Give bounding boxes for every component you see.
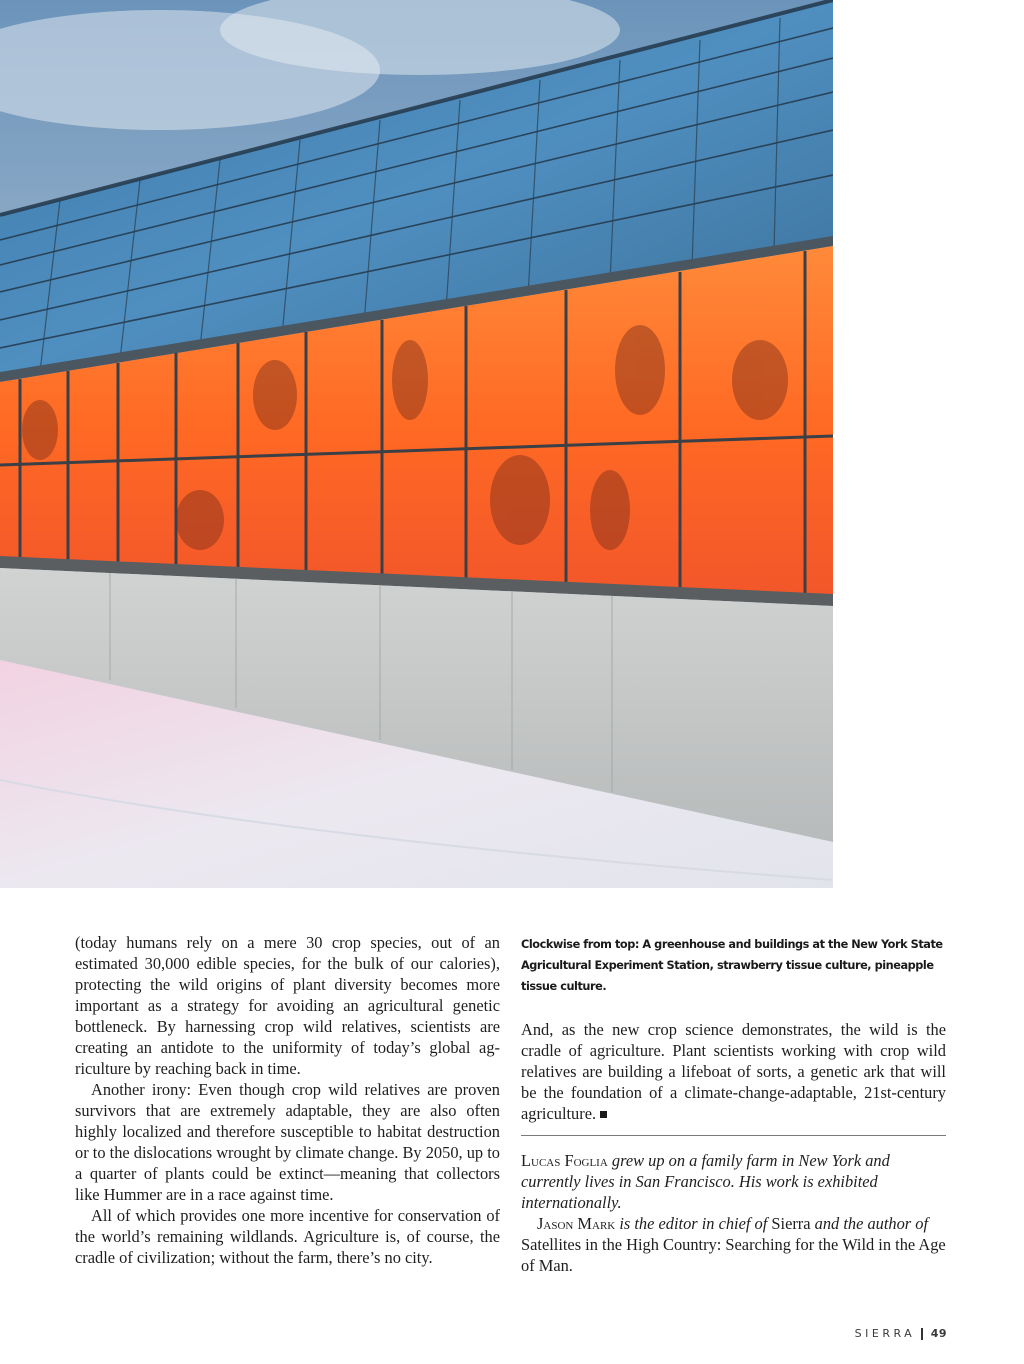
divider — [521, 1135, 946, 1136]
page-folio — [855, 1327, 947, 1340]
page-number: 49 — [930, 1327, 947, 1340]
contributor-bios — [521, 1150, 946, 1276]
photographer-bio — [521, 1150, 946, 1213]
closing-paragraph-text: And, as the new crop science demonstrates, the wild is the cradle of agriculture. Plant scientists working with crop wild relatives are building a lifeboat of sorts, a genetic ark that will be the foundation of a climate-change-adaptable, 21st-century agriculture. — [521, 1020, 946, 1123]
article-right-column — [521, 1019, 946, 1124]
photo-caption: Clockwise from top: A greenhouse and buildings at the New York State Agricultural Experiment Station, strawberry tissue culture, pineapple tissue culture. — [521, 938, 943, 993]
author-name: Jason Mark — [537, 1214, 616, 1233]
folio-magazine: SIERRA — [854, 1327, 916, 1340]
paragraph — [521, 1019, 946, 1124]
author-bio-text-2: and the author of — [814, 1214, 929, 1233]
folio-divider — [921, 1328, 923, 1340]
author-bio-text: is the editor in chief of — [619, 1214, 768, 1233]
paragraph: All of which provides one more incentive for conservation of the world’s remaining wildlands. Agriculture is, of course, the cradle of civilization; without the farm, there’s no city. — [75, 1206, 500, 1267]
paragraph: Another irony: Even though crop wild relatives are proven survivors that are extremely adaptable, they are also often highly localized and therefore susceptible to habitat destruction or to the dislocations wrought by climate change. By 2050, up to a quarter of plants could be extinct—meaning that collectors like Hummer are in a race against time. — [75, 1080, 500, 1204]
photographer-bio-text: grew up on a family farm in New York and currently lives in San Francisco. His work is exhibited internationally. — [521, 1151, 890, 1212]
photographer-name: Lucas Foglia — [521, 1151, 608, 1170]
author-bio — [521, 1213, 946, 1276]
article-left-column — [75, 932, 500, 1268]
paragraph: (today humans rely on a mere 30 crop species, out of an estimated 30,000 edible species, for the bulk of our calories), protecting the wild origins of plant diversity becomes more important as a strategy for avoiding an agricultural genetic bottleneck. By harnessing crop wild relatives, scientists are creating an antidote to the uniformity of today’s global agriculture by reaching back in time. — [75, 933, 500, 1078]
magazine-name: Sierra — [771, 1214, 811, 1233]
book-title: Satellites in the High Country: Searching for the Wild in the Age of Man. — [521, 1235, 946, 1275]
end-mark-icon — [600, 1111, 607, 1118]
